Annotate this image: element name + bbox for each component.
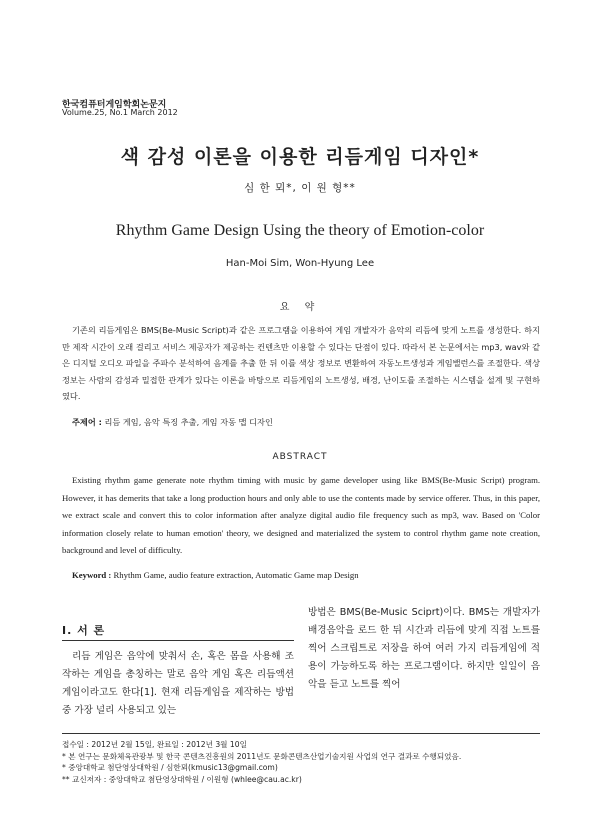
abstract-korean-heading: 요 약 xyxy=(279,302,321,313)
keywords-korean xyxy=(72,417,273,428)
footnotes xyxy=(62,739,540,785)
abstract-korean-text: 기존의 리듬게임은 BMS(Be-Music Script)과 같은 프로그램을 이용하여 게임 개발자가 음악의 리듬에 맞게 노트를 생성한다. 하지만 제작 시간이 오래 걸리고 서비스 제공자가 제공하는 컨텐츠만 이용할 수 있다는 단점이 있다. 따라서 본 논문에서는 mp3, wav와 같은 디지털 오디오 파일을 주파수 분석하여 음계를 추출 한 뒤 이를 색상 정보로 변환하여 자동노트생성과 게임밸런스를 조절한다. 색상 정보는 사람의 감성과 밀접한 관계가 있다는 이론을 바탕으로 리듬게임의 노트생성, 배경, 난이도를 조절하는 시스템을 설계 및 구현하였다. xyxy=(62,325,540,401)
keywords-english-text: Rhythm Game, audio feature extraction, Automatic Game map Design xyxy=(113,570,359,580)
journal-volume: Volume.25, No.1 March 2012 xyxy=(62,108,178,117)
footnote-received: 접수일 : 2012년 2월 15일, 완료일 : 2012년 3월 10일 xyxy=(62,740,247,749)
keywords-english xyxy=(72,570,359,580)
paper-title-english: Rhythm Game Design Using the theory of Emotion-color xyxy=(115,222,485,239)
authors-korean: 심 한 뫼*, 이 원 형** xyxy=(244,182,356,194)
keywords-korean-text: 리듬 게임, 음악 특징 추출, 게임 자동 맵 디자인 xyxy=(104,417,273,427)
journal-name: 한국컴퓨터게임학회논문지 xyxy=(62,100,167,110)
abstract-english-text: Existing rhythm game generate note rhythm timing with music by game developer using like BMS(Be-Music Script) program. However, it has demerits that take a long production hours and only able to use the contents made by service offerer. Thus, in this paper, we extract scale and convert this to color information after analyze digital audio file frequency such as mp3, wav. Based on 'Color information closely relate to human emotion' theory, we designed and materialized the system to control rhythm game note creation, background and level of difficulty. xyxy=(62,475,540,556)
footnote-divider xyxy=(62,733,540,734)
paper-title-korean: 색 감성 이론을 이용한 리듬게임 디자인* xyxy=(120,146,480,168)
footnote-funding: * 본 연구는 문화체육관광부 및 한국 콘텐츠진흥원의 2011년도 문화콘텐츠산업기술지원 사업의 연구 결과로 수행되었음. xyxy=(62,751,462,761)
body-column-left: 리듬 게임은 음악에 맞춰서 손, 혹은 몸을 사용해 조작하는 게임을 총칭하는 말로 음악 게임 혹은 리듬액션 게임이라고도 한다[1]. 현재 리듬게임을 제작하는 방법 중 가장 널리 사용되고 있는 xyxy=(62,651,294,716)
section-divider xyxy=(62,640,294,641)
footnote-affiliation-1: * 중앙대학교 첨단영상대학원 / 심한뫼(kmusic13@gmail.com) xyxy=(62,763,278,772)
keywords-korean-label: 주제어 : xyxy=(72,417,102,427)
authors-english: Han-Moi Sim, Won-Hyung Lee xyxy=(225,258,375,269)
section-heading-introduction: Ⅰ. 서 론 xyxy=(62,624,106,637)
abstract-english-heading: ABSTRACT xyxy=(272,452,328,462)
keywords-english-label: Keyword : xyxy=(72,570,112,580)
footnote-affiliation-2: ** 교신저자 : 중앙대학교 첨단영상대학원 / 이원형 (whlee@cau.ac.kr) xyxy=(62,774,302,784)
body-column-right: 방법은 BMS(Be-Music Sciprt)이다. BMS는 개발자가 배경음악을 로드 한 뒤 시간과 리듬에 맞게 직접 노트를 찍어 스크립트로 저장을 하여 여러 가지 리듬게임에 적용이 가능하도록 하는 프로그램이다. 하지만 일일이 음악을 듣고 노트를 찍어 xyxy=(308,607,540,690)
